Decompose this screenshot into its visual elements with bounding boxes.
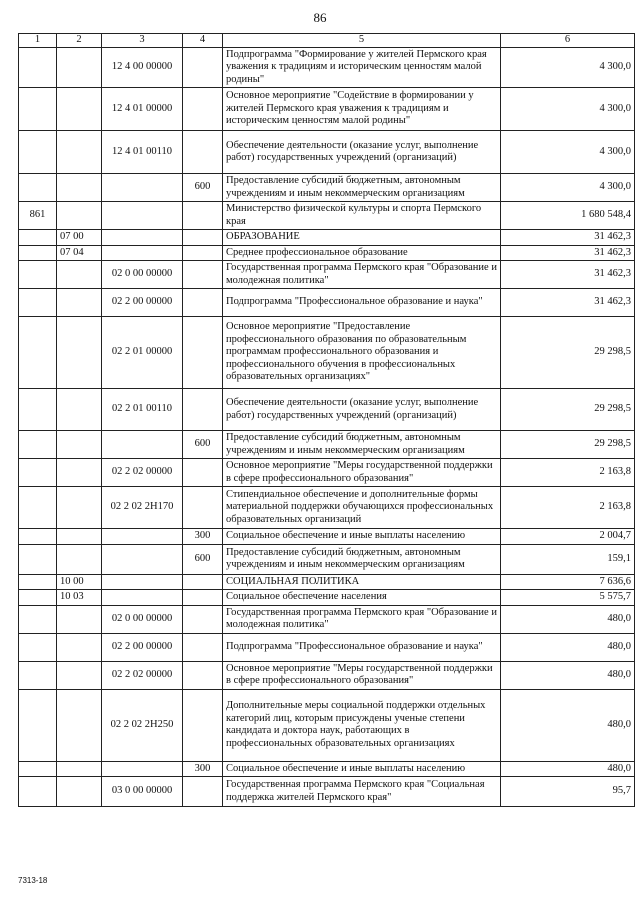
table-row — [19, 317, 635, 389]
cell-name: Социальное обеспечение и иные выплаты населению — [223, 529, 501, 545]
cell-name: Государственная программа Пермского края "Образование и молодежная политика" — [223, 605, 501, 633]
cell-expense-type: 600 — [183, 174, 223, 202]
table-row — [19, 777, 635, 807]
cell-expense-type — [183, 590, 223, 606]
cell-amount: 31 462,3 — [501, 289, 635, 317]
cell-expense-type — [183, 131, 223, 174]
cell-section-code — [57, 261, 102, 289]
cell-admin-code: 861 — [19, 202, 57, 230]
table-row — [19, 633, 635, 661]
cell-name: Подпрограмма "Профессиональное образование и наука" — [223, 289, 501, 317]
cell-name: ОБРАЗОВАНИЕ — [223, 230, 501, 246]
cell-target-code: 02 2 02 2Н170 — [102, 487, 183, 529]
table-row — [19, 131, 635, 174]
cell-section-code — [57, 131, 102, 174]
cell-target-code: 02 2 00 00000 — [102, 289, 183, 317]
cell-target-code: 02 2 01 00110 — [102, 389, 183, 431]
cell-amount: 2 163,8 — [501, 459, 635, 487]
table-row — [19, 661, 635, 689]
column-header: 6 — [501, 34, 635, 48]
cell-amount: 29 298,5 — [501, 389, 635, 431]
cell-admin-code — [19, 487, 57, 529]
cell-target-code: 02 2 02 00000 — [102, 661, 183, 689]
table-row — [19, 261, 635, 289]
cell-admin-code — [19, 289, 57, 317]
cell-target-code: 02 0 00 00000 — [102, 261, 183, 289]
cell-section-code — [57, 174, 102, 202]
cell-name: Предоставление субсидий бюджетным, автономным учреждениям и иным некоммерческим организациям — [223, 544, 501, 574]
table-row — [19, 289, 635, 317]
cell-amount: 7 636,6 — [501, 574, 635, 590]
cell-name: Основное мероприятие "Меры государственной поддержки в сфере профессионального образования" — [223, 661, 501, 689]
page-number: 86 — [313, 10, 327, 25]
cell-target-code: 12 4 01 00000 — [102, 88, 183, 131]
cell-expense-type: 600 — [183, 431, 223, 459]
cell-expense-type — [183, 777, 223, 807]
cell-target-code: 02 0 00 00000 — [102, 605, 183, 633]
cell-expense-type — [183, 633, 223, 661]
table-body — [19, 47, 635, 807]
cell-expense-type — [183, 289, 223, 317]
cell-target-code — [102, 529, 183, 545]
cell-admin-code — [19, 389, 57, 431]
cell-target-code — [102, 544, 183, 574]
cell-section-code: 07 04 — [57, 245, 102, 261]
table-row — [19, 47, 635, 88]
cell-admin-code — [19, 661, 57, 689]
cell-name: Обеспечение деятельности (оказание услуг, выполнение работ) государственных учреждений (организаций) — [223, 131, 501, 174]
cell-section-code — [57, 88, 102, 131]
header-row — [19, 34, 635, 48]
cell-name: Стипендиальное обеспечение и дополнительные формы материальной поддержки обучающихся профессиональных образовательных организаций — [223, 487, 501, 529]
cell-expense-type — [183, 487, 223, 529]
cell-name: Социальное обеспечение населения — [223, 590, 501, 606]
cell-amount: 31 462,3 — [501, 245, 635, 261]
cell-section-code — [57, 661, 102, 689]
table-row — [19, 230, 635, 246]
cell-amount: 480,0 — [501, 761, 635, 777]
table-row — [19, 605, 635, 633]
cell-section-code — [57, 529, 102, 545]
cell-target-code — [102, 245, 183, 261]
cell-name: Государственная программа Пермского края "Образование и молодежная политика" — [223, 261, 501, 289]
cell-amount: 480,0 — [501, 633, 635, 661]
cell-admin-code — [19, 174, 57, 202]
cell-section-code — [57, 544, 102, 574]
cell-admin-code — [19, 459, 57, 487]
cell-section-code: 10 00 — [57, 574, 102, 590]
cell-section-code — [57, 389, 102, 431]
table-row — [19, 202, 635, 230]
cell-expense-type — [183, 88, 223, 131]
cell-name: Основное мероприятие "Предоставление профессионального образования по образовательным программам профессионального образования и профессионального обучения в профессиональных образовательных организациях" — [223, 317, 501, 389]
table-row — [19, 761, 635, 777]
cell-section-code — [57, 431, 102, 459]
cell-section-code — [57, 202, 102, 230]
cell-target-code: 12 4 00 00000 — [102, 47, 183, 88]
cell-expense-type — [183, 261, 223, 289]
cell-admin-code — [19, 47, 57, 88]
cell-name: СОЦИАЛЬНАЯ ПОЛИТИКА — [223, 574, 501, 590]
cell-admin-code — [19, 777, 57, 807]
table-row — [19, 544, 635, 574]
cell-amount: 4 300,0 — [501, 88, 635, 131]
cell-amount: 29 298,5 — [501, 317, 635, 389]
column-header: 3 — [102, 34, 183, 48]
cell-name: Министерство физической культуры и спорта Пермского края — [223, 202, 501, 230]
cell-target-code: 02 2 02 00000 — [102, 459, 183, 487]
cell-name: Подпрограмма "Профессиональное образование и наука" — [223, 633, 501, 661]
cell-admin-code — [19, 605, 57, 633]
cell-section-code — [57, 689, 102, 761]
cell-admin-code — [19, 230, 57, 246]
cell-expense-type — [183, 389, 223, 431]
cell-target-code: 02 2 02 2Н250 — [102, 689, 183, 761]
cell-amount: 31 462,3 — [501, 230, 635, 246]
cell-amount: 480,0 — [501, 661, 635, 689]
cell-expense-type — [183, 661, 223, 689]
cell-amount: 2 004,7 — [501, 529, 635, 545]
column-header: 5 — [223, 34, 501, 48]
cell-amount: 159,1 — [501, 544, 635, 574]
column-header: 2 — [57, 34, 102, 48]
cell-amount: 4 300,0 — [501, 131, 635, 174]
column-header: 4 — [183, 34, 223, 48]
cell-admin-code — [19, 574, 57, 590]
table-row — [19, 88, 635, 131]
cell-amount: 2 163,8 — [501, 487, 635, 529]
cell-target-code: 12 4 01 00110 — [102, 131, 183, 174]
cell-name: Предоставление субсидий бюджетным, автономным учреждениям и иным некоммерческим организациям — [223, 431, 501, 459]
cell-expense-type — [183, 317, 223, 389]
cell-expense-type — [183, 605, 223, 633]
cell-amount: 480,0 — [501, 605, 635, 633]
cell-name: Предоставление субсидий бюджетным, автономным учреждениям и иным некоммерческим организациям — [223, 174, 501, 202]
cell-amount: 4 300,0 — [501, 174, 635, 202]
cell-admin-code — [19, 529, 57, 545]
cell-section-code — [57, 633, 102, 661]
cell-amount: 1 680 548,4 — [501, 202, 635, 230]
cell-admin-code — [19, 633, 57, 661]
cell-expense-type — [183, 574, 223, 590]
cell-name: Подпрограмма "Формирование у жителей Пермского края уважения к традициям и историческим ценностям малой родины" — [223, 47, 501, 88]
cell-name: Среднее профессиональное образование — [223, 245, 501, 261]
cell-amount: 5 575,7 — [501, 590, 635, 606]
cell-expense-type: 300 — [183, 761, 223, 777]
cell-expense-type: 600 — [183, 544, 223, 574]
cell-expense-type — [183, 689, 223, 761]
footer-code: 7313-18 — [18, 876, 48, 885]
cell-amount: 31 462,3 — [501, 261, 635, 289]
column-header: 1 — [19, 34, 57, 48]
cell-expense-type — [183, 202, 223, 230]
cell-name: Дополнительные меры социальной поддержки отдельных категорий лиц, которым присуждены ученые степени кандидата и доктора наук, работающих в профессиональных образовательных организациях — [223, 689, 501, 761]
cell-name: Государственная программа Пермского края "Социальная поддержка жителей Пермского края" — [223, 777, 501, 807]
cell-name: Основное мероприятие "Меры государственной поддержки в сфере профессионального образования" — [223, 459, 501, 487]
cell-target-code: 02 2 01 00000 — [102, 317, 183, 389]
cell-amount: 29 298,5 — [501, 431, 635, 459]
cell-target-code — [102, 174, 183, 202]
cell-expense-type — [183, 245, 223, 261]
cell-section-code — [57, 777, 102, 807]
cell-section-code — [57, 47, 102, 88]
cell-admin-code — [19, 544, 57, 574]
table-row — [19, 590, 635, 606]
cell-amount: 95,7 — [501, 777, 635, 807]
cell-name: Основное мероприятие "Содействие в формировании у жителей Пермского края уважения к традициям и историческим ценностям малой родины" — [223, 88, 501, 131]
cell-target-code — [102, 574, 183, 590]
cell-section-code — [57, 459, 102, 487]
cell-name: Социальное обеспечение и иные выплаты населению — [223, 761, 501, 777]
cell-section-code — [57, 317, 102, 389]
table-row — [19, 487, 635, 529]
cell-target-code: 03 0 00 00000 — [102, 777, 183, 807]
cell-section-code — [57, 605, 102, 633]
table-row — [19, 529, 635, 545]
cell-expense-type — [183, 459, 223, 487]
cell-expense-type — [183, 230, 223, 246]
cell-section-code — [57, 761, 102, 777]
cell-amount: 480,0 — [501, 689, 635, 761]
cell-section-code — [57, 289, 102, 317]
cell-section-code: 10 03 — [57, 590, 102, 606]
cell-section-code: 07 00 — [57, 230, 102, 246]
cell-admin-code — [19, 88, 57, 131]
table-row — [19, 459, 635, 487]
cell-name: Обеспечение деятельности (оказание услуг, выполнение работ) государственных учреждений (организаций) — [223, 389, 501, 431]
cell-admin-code — [19, 431, 57, 459]
cell-target-code — [102, 431, 183, 459]
cell-admin-code — [19, 317, 57, 389]
cell-admin-code — [19, 761, 57, 777]
cell-admin-code — [19, 131, 57, 174]
cell-admin-code — [19, 590, 57, 606]
table-row — [19, 574, 635, 590]
table-row — [19, 174, 635, 202]
cell-target-code — [102, 202, 183, 230]
cell-amount: 4 300,0 — [501, 47, 635, 88]
cell-admin-code — [19, 261, 57, 289]
table-row — [19, 431, 635, 459]
cell-admin-code — [19, 689, 57, 761]
cell-target-code — [102, 761, 183, 777]
cell-expense-type — [183, 47, 223, 88]
cell-admin-code — [19, 245, 57, 261]
table-row — [19, 689, 635, 761]
cell-target-code — [102, 230, 183, 246]
table-row — [19, 389, 635, 431]
cell-section-code — [57, 487, 102, 529]
cell-target-code: 02 2 00 00000 — [102, 633, 183, 661]
cell-expense-type: 300 — [183, 529, 223, 545]
cell-target-code — [102, 590, 183, 606]
table-row — [19, 245, 635, 261]
budget-table — [18, 33, 635, 807]
